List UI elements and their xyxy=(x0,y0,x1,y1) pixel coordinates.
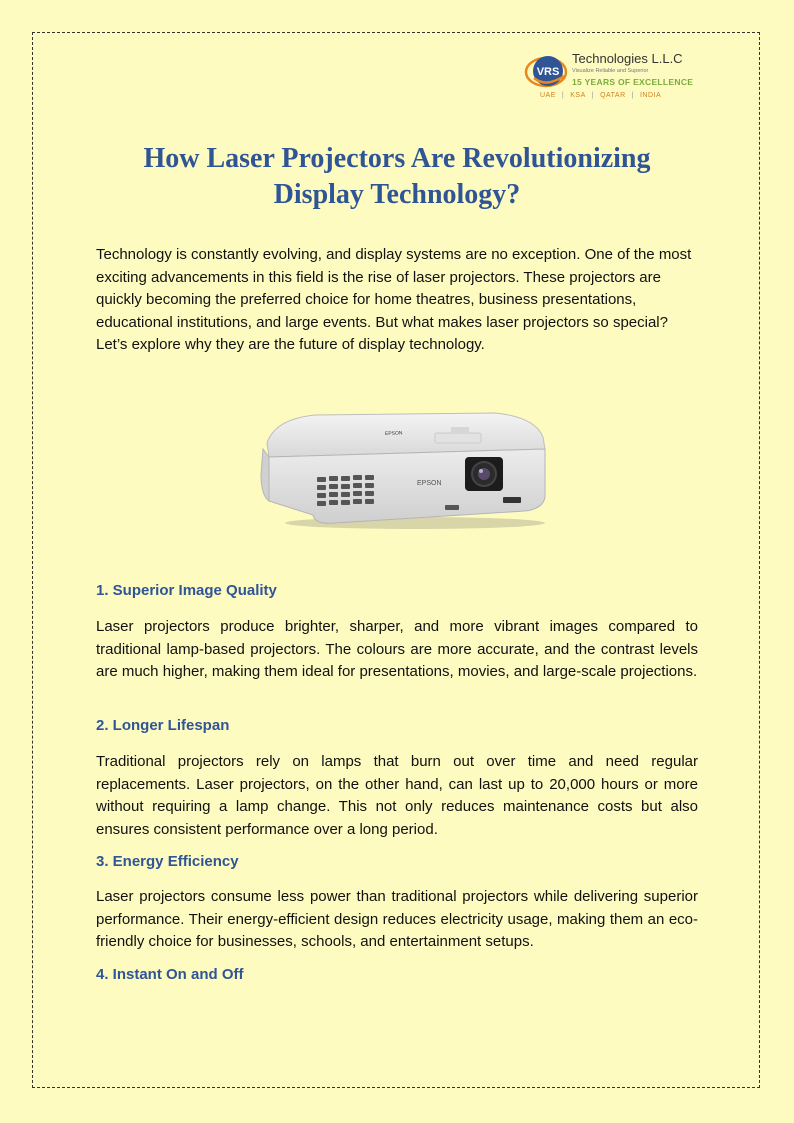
logo-regions: UAE | KSA | QATAR | INDIA xyxy=(540,92,662,99)
company-logo xyxy=(524,47,704,103)
region-qatar: QATAR xyxy=(600,92,626,99)
projector-image xyxy=(255,405,555,535)
section-heading-image-quality: 1. Superior Image Quality xyxy=(96,582,277,599)
section-body-energy: Laser projectors consume less power than traditional projectors while delivering superior performance. Their energy-efficient design reduces electricity usage, making them an eco-friendly choice for businesses, schools, and entertainment setups. xyxy=(96,888,698,951)
region-india: INDIA xyxy=(639,92,662,99)
section-heading-instant-on: 4. Instant On and Off xyxy=(96,966,244,983)
logo-company-name: Technologies L.L.C xyxy=(572,51,683,66)
vrs-logo-mark xyxy=(524,52,570,90)
section-body-lifespan: Traditional projectors rely on lamps that burn out over time and need regular replacements. Laser projectors, on the other hand, can last up to 20,000 hours or more without requiring a lamp change. This not only reduces maintenance costs but also ensures consistent performance over a long period. xyxy=(96,753,698,838)
section-heading-lifespan: 2. Longer Lifespan xyxy=(96,717,230,734)
region-uae: UAE xyxy=(540,92,556,99)
intro-paragraph: Technology is constantly evolving, and display systems are no exception. One of the most exciting advancements in this field is the rise of laser projectors. These projectors are quickly becoming the preferred choice for home theatres, business presentations, educational institutions, and large events. But what makes laser projectors so special? Let’s explore why they are the future of display technology. xyxy=(96,246,692,354)
section-heading-energy: 3. Energy Efficiency xyxy=(96,853,239,870)
projector-top-brand: EPSON xyxy=(384,430,403,437)
logo-excellence: 15 YEARS OF EXCELLENCE xyxy=(572,77,694,87)
region-ksa: KSA xyxy=(570,92,586,99)
section-body-image-quality: Laser projectors produce brighter, sharper, and more vibrant images compared to traditional lamp-based projectors. The colours are more accurate, and the contrast levels are much higher, making them ideal for presentations, movies, and large-scale projections. xyxy=(96,618,698,681)
logo-mark-text: VRS xyxy=(536,66,560,78)
page-title: How Laser Projectors Are Revolutionizing Display Technology? xyxy=(143,143,651,210)
logo-tagline: Visualize Reliable and Superior xyxy=(572,68,649,74)
projector-front-brand: EPSON xyxy=(417,480,442,487)
